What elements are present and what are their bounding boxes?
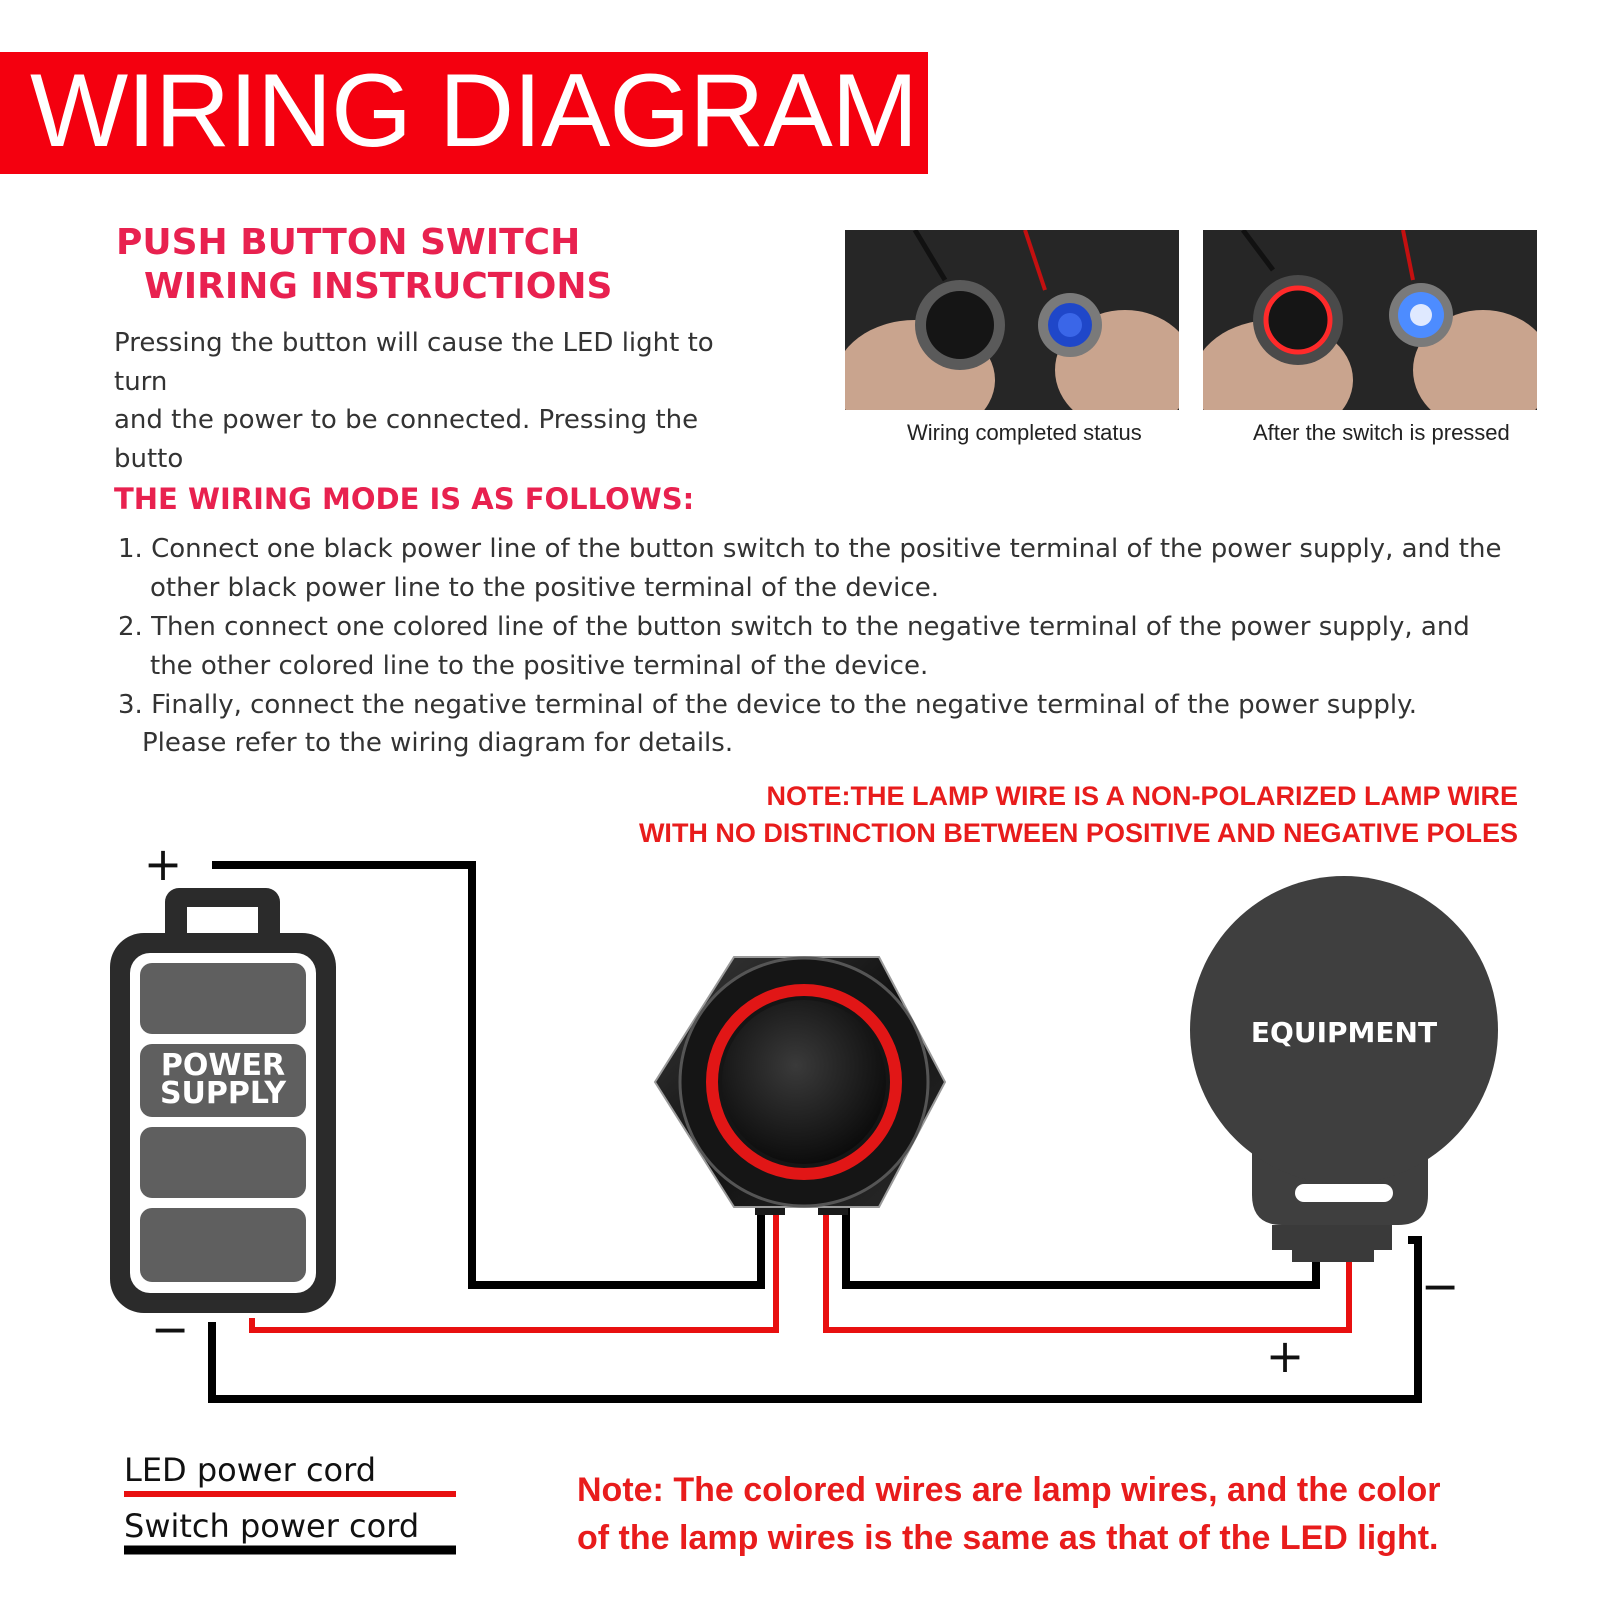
power-supply-label-line1: POWER: [160, 1048, 286, 1083]
power-supply-label-line2: SUPPLY: [159, 1076, 287, 1111]
legend-led-label: LED power cord: [124, 1451, 377, 1489]
step-1-line2: other black power line to the positive terminal of the device.: [150, 573, 939, 603]
wiring-mode-title: THE WIRING MODE IS AS FOLLOWS:: [114, 482, 695, 516]
lamp-wire-note-line1: Note: The colored wires are lamp wires, and the color: [577, 1471, 1441, 1509]
wire-switch-to-equipment-plus: [846, 1208, 1316, 1285]
push-button-switch: [655, 957, 945, 1215]
step-2-line2: the other colored line to the positive terminal of the device.: [150, 651, 929, 681]
legend-switch-label: Switch power cord: [124, 1507, 420, 1545]
equipment-label: EQUIPMENT: [1250, 1016, 1438, 1049]
photo-caption-pressed: After the switch is pressed: [1253, 420, 1510, 445]
lamp-wire-note-line2: of the lamp wires is the same as that of the LED light.: [577, 1519, 1439, 1557]
step-3-line2: Please refer to the wiring diagram for details.: [142, 728, 734, 758]
battery-minus-sign: −: [150, 1302, 190, 1356]
polarity-note-line2: WITH NO DISTINCTION BETWEEN POSITIVE AND NEGATIVE POLES: [638, 818, 1518, 848]
power-supply-battery: [110, 888, 336, 1313]
instructions-title-line1: PUSH BUTTON SWITCH: [116, 222, 581, 263]
page-title: WIRING DIAGRAM: [30, 53, 918, 169]
equipment-plus-sign: +: [1265, 1329, 1305, 1383]
battery-plus-sign: +: [143, 837, 183, 891]
instructions-intro: Pressing the button will cause the LED light to turn and the power to be connected. Pressing the butto: [114, 328, 714, 474]
equipment-minus-sign: −: [1420, 1259, 1460, 1313]
wire-equipment-minus-to-battery-minus: [212, 1240, 1418, 1399]
led-power-cords: [252, 1208, 1349, 1330]
step-2-line1: 2. Then connect one colored line of the button switch to the negative terminal of the power supply, and: [118, 612, 1470, 642]
wire-switch-lamp-to-equipment: [826, 1208, 1349, 1330]
equipment-device: [1190, 876, 1498, 1262]
step-1-line1: 1. Connect one black power line of the button switch to the positive terminal of the power supply, and the: [118, 534, 1502, 564]
instructions-title-line2: WIRING INSTRUCTIONS: [144, 266, 613, 307]
polarity-note-line1: NOTE:THE LAMP WIRE IS A NON-POLARIZED LAMP WIRE: [766, 781, 1518, 811]
photo-caption-completed: Wiring completed status: [907, 420, 1142, 445]
step-3-line1: 3. Finally, connect the negative terminal of the device to the negative terminal of the power supply.: [118, 690, 1417, 720]
